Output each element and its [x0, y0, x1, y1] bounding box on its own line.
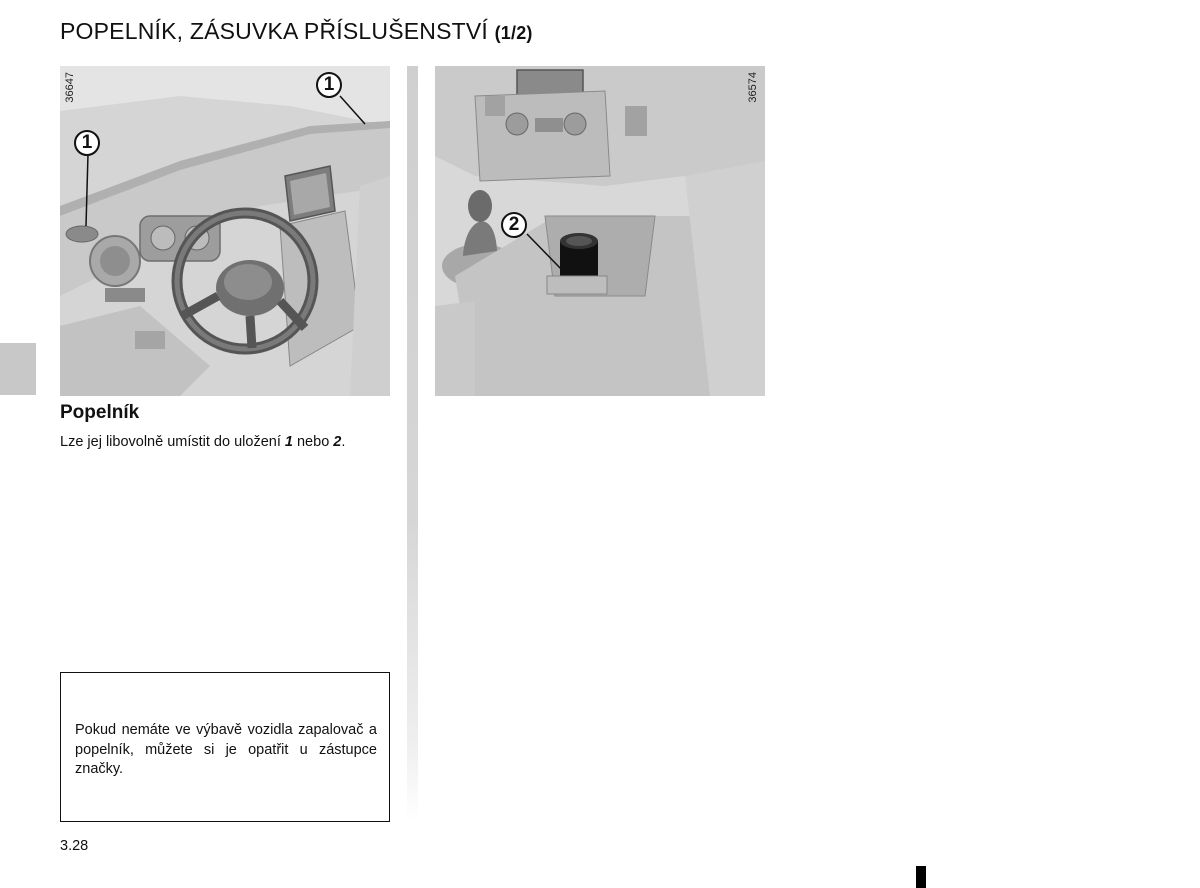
note-box [60, 672, 390, 822]
console-drawing [435, 66, 765, 396]
figure-code: 36647 [64, 72, 76, 103]
console-illustration [435, 66, 765, 396]
callout-1-left: 1 [74, 130, 100, 156]
page-part: (1/2) [494, 23, 533, 43]
text-before: Lze jej libovolně umístit do uložení [60, 434, 285, 450]
callout-2: 2 [501, 212, 527, 238]
dashboard-illustration [60, 66, 390, 396]
page-title-text: POPELNÍK, ZÁSUVKA PŘÍSLUŠENSTVÍ [60, 18, 489, 44]
text-after: . [341, 434, 346, 450]
note-text: Pokud nemáte ve výbavě vozidla zapalovač a popelník, můžete si je opatřit u zástupce značky. [75, 722, 377, 777]
ashtray-description [60, 434, 345, 450]
column-divider [407, 66, 418, 820]
section-heading: Popelník [60, 402, 140, 423]
page-title [60, 18, 533, 45]
ref-position-1: 1 [284, 434, 293, 450]
dashboard-drawing [60, 66, 390, 396]
page-number: 3.28 [60, 838, 89, 854]
ref-position-2: 2 [333, 434, 342, 450]
callout-1-top: 1 [316, 72, 342, 98]
text-middle: nebo [292, 434, 334, 450]
figure-code: 36574 [747, 72, 759, 103]
corner-mark [916, 866, 926, 888]
chapter-tab [0, 343, 36, 395]
